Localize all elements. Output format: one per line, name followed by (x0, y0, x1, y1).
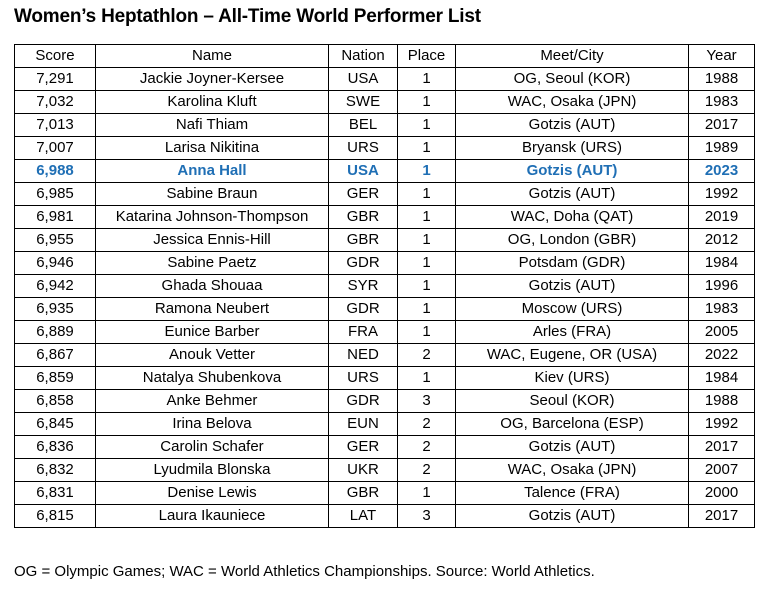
table-row (15, 160, 755, 183)
place-cell: 2 (398, 459, 456, 482)
place-cell: 1 (398, 367, 456, 390)
year-cell: 1988 (689, 390, 755, 413)
score-cell: 6,836 (15, 436, 96, 459)
meet-city-cell: WAC, Eugene, OR (USA) (456, 344, 689, 367)
name-cell: Ramona Neubert (96, 298, 329, 321)
nation-cell: UKR (329, 459, 398, 482)
meet-city-cell: Gotzis (AUT) (456, 505, 689, 528)
nation-cell: GDR (329, 298, 398, 321)
score-cell: 6,889 (15, 321, 96, 344)
nation-cell: GDR (329, 252, 398, 275)
table-row (15, 229, 755, 252)
score-cell: 6,859 (15, 367, 96, 390)
name-cell: Larisa Nikitina (96, 137, 329, 160)
year-cell: 1992 (689, 413, 755, 436)
name-cell: Sabine Paetz (96, 252, 329, 275)
footnote: OG = Olympic Games; WAC = World Athletics Championships. Source: World Athletics. (14, 563, 595, 580)
meet-city-cell: WAC, Osaka (JPN) (456, 91, 689, 114)
meet-city-cell: WAC, Doha (QAT) (456, 206, 689, 229)
nation-cell: URS (329, 137, 398, 160)
year-cell: 2023 (689, 160, 755, 183)
score-cell: 7,007 (15, 137, 96, 160)
score-cell: 7,032 (15, 91, 96, 114)
nation-cell: SWE (329, 91, 398, 114)
meet-city-cell: Bryansk (URS) (456, 137, 689, 160)
meet-city-cell: Kiev (URS) (456, 367, 689, 390)
name-cell: Anna Hall (96, 160, 329, 183)
table-row (15, 275, 755, 298)
name-cell: Anouk Vetter (96, 344, 329, 367)
table-row (15, 482, 755, 505)
year-cell: 2007 (689, 459, 755, 482)
table-row (15, 459, 755, 482)
year-cell: 1983 (689, 298, 755, 321)
nation-cell: EUN (329, 413, 398, 436)
place-cell: 3 (398, 505, 456, 528)
page-title: Women’s Heptathlon – All-Time World Performer List (14, 6, 481, 27)
nation-cell: GER (329, 436, 398, 459)
name-cell: Nafi Thiam (96, 114, 329, 137)
year-cell: 2017 (689, 505, 755, 528)
year-cell: 2019 (689, 206, 755, 229)
nation-cell: GDR (329, 390, 398, 413)
meet-city-cell: OG, Barcelona (ESP) (456, 413, 689, 436)
table-row (15, 321, 755, 344)
year-cell: 2012 (689, 229, 755, 252)
meet-city-cell: Gotzis (AUT) (456, 436, 689, 459)
place-cell: 1 (398, 206, 456, 229)
table-row (15, 206, 755, 229)
column-header-score: Score (15, 45, 96, 68)
score-cell: 6,955 (15, 229, 96, 252)
year-cell: 2005 (689, 321, 755, 344)
name-cell: Anke Behmer (96, 390, 329, 413)
year-cell: 2022 (689, 344, 755, 367)
year-cell: 2000 (689, 482, 755, 505)
table-row (15, 183, 755, 206)
meet-city-cell: Potsdam (GDR) (456, 252, 689, 275)
column-header-nation: Nation (329, 45, 398, 68)
name-cell: Karolina Kluft (96, 91, 329, 114)
place-cell: 2 (398, 436, 456, 459)
meet-city-cell: WAC, Osaka (JPN) (456, 459, 689, 482)
nation-cell: USA (329, 160, 398, 183)
year-cell: 1984 (689, 367, 755, 390)
nation-cell: GBR (329, 229, 398, 252)
year-cell: 1992 (689, 183, 755, 206)
table-body (15, 68, 755, 528)
column-header-name: Name (96, 45, 329, 68)
score-cell: 6,845 (15, 413, 96, 436)
place-cell: 1 (398, 321, 456, 344)
year-cell: 1988 (689, 68, 755, 91)
table-row (15, 344, 755, 367)
name-cell: Katarina Johnson-Thompson (96, 206, 329, 229)
score-cell: 7,013 (15, 114, 96, 137)
meet-city-cell: OG, Seoul (KOR) (456, 68, 689, 91)
column-header-year: Year (689, 45, 755, 68)
score-cell: 6,942 (15, 275, 96, 298)
score-cell: 6,946 (15, 252, 96, 275)
table-row (15, 413, 755, 436)
year-cell: 1989 (689, 137, 755, 160)
name-cell: Ghada Shouaa (96, 275, 329, 298)
place-cell: 2 (398, 413, 456, 436)
meet-city-cell: OG, London (GBR) (456, 229, 689, 252)
year-cell: 1984 (689, 252, 755, 275)
meet-city-cell: Talence (FRA) (456, 482, 689, 505)
nation-cell: GBR (329, 206, 398, 229)
place-cell: 1 (398, 298, 456, 321)
nation-cell: BEL (329, 114, 398, 137)
meet-city-cell: Gotzis (AUT) (456, 275, 689, 298)
place-cell: 1 (398, 482, 456, 505)
score-cell: 7,291 (15, 68, 96, 91)
meet-city-cell: Arles (FRA) (456, 321, 689, 344)
score-cell: 6,988 (15, 160, 96, 183)
name-cell: Carolin Schafer (96, 436, 329, 459)
year-cell: 1983 (689, 91, 755, 114)
score-cell: 6,867 (15, 344, 96, 367)
table-row (15, 68, 755, 91)
nation-cell: GBR (329, 482, 398, 505)
score-cell: 6,985 (15, 183, 96, 206)
place-cell: 1 (398, 252, 456, 275)
place-cell: 1 (398, 160, 456, 183)
year-cell: 2017 (689, 114, 755, 137)
table-row (15, 114, 755, 137)
year-cell: 1996 (689, 275, 755, 298)
score-cell: 6,935 (15, 298, 96, 321)
nation-cell: USA (329, 68, 398, 91)
nation-cell: LAT (329, 505, 398, 528)
header-row (15, 45, 755, 68)
meet-city-cell: Gotzis (AUT) (456, 160, 689, 183)
score-cell: 6,981 (15, 206, 96, 229)
place-cell: 1 (398, 137, 456, 160)
column-header-meet-city: Meet/City (456, 45, 689, 68)
nation-cell: URS (329, 367, 398, 390)
table-row (15, 436, 755, 459)
table-row (15, 298, 755, 321)
nation-cell: SYR (329, 275, 398, 298)
place-cell: 2 (398, 344, 456, 367)
place-cell: 3 (398, 390, 456, 413)
nation-cell: GER (329, 183, 398, 206)
place-cell: 1 (398, 229, 456, 252)
table-row (15, 505, 755, 528)
name-cell: Sabine Braun (96, 183, 329, 206)
name-cell: Jessica Ennis-Hill (96, 229, 329, 252)
meet-city-cell: Seoul (KOR) (456, 390, 689, 413)
place-cell: 1 (398, 275, 456, 298)
name-cell: Denise Lewis (96, 482, 329, 505)
place-cell: 1 (398, 68, 456, 91)
score-cell: 6,858 (15, 390, 96, 413)
score-cell: 6,832 (15, 459, 96, 482)
score-cell: 6,831 (15, 482, 96, 505)
place-cell: 1 (398, 183, 456, 206)
name-cell: Jackie Joyner-Kersee (96, 68, 329, 91)
score-cell: 6,815 (15, 505, 96, 528)
performer-table (14, 44, 755, 528)
nation-cell: NED (329, 344, 398, 367)
name-cell: Natalya Shubenkova (96, 367, 329, 390)
name-cell: Laura Ikauniece (96, 505, 329, 528)
table-row (15, 137, 755, 160)
table-row (15, 91, 755, 114)
nation-cell: FRA (329, 321, 398, 344)
name-cell: Lyudmila Blonska (96, 459, 329, 482)
column-header-place: Place (398, 45, 456, 68)
place-cell: 1 (398, 114, 456, 137)
meet-city-cell: Moscow (URS) (456, 298, 689, 321)
name-cell: Irina Belova (96, 413, 329, 436)
meet-city-cell: Gotzis (AUT) (456, 114, 689, 137)
table-row (15, 390, 755, 413)
place-cell: 1 (398, 91, 456, 114)
table-row (15, 367, 755, 390)
table-row (15, 252, 755, 275)
meet-city-cell: Gotzis (AUT) (456, 183, 689, 206)
name-cell: Eunice Barber (96, 321, 329, 344)
year-cell: 2017 (689, 436, 755, 459)
